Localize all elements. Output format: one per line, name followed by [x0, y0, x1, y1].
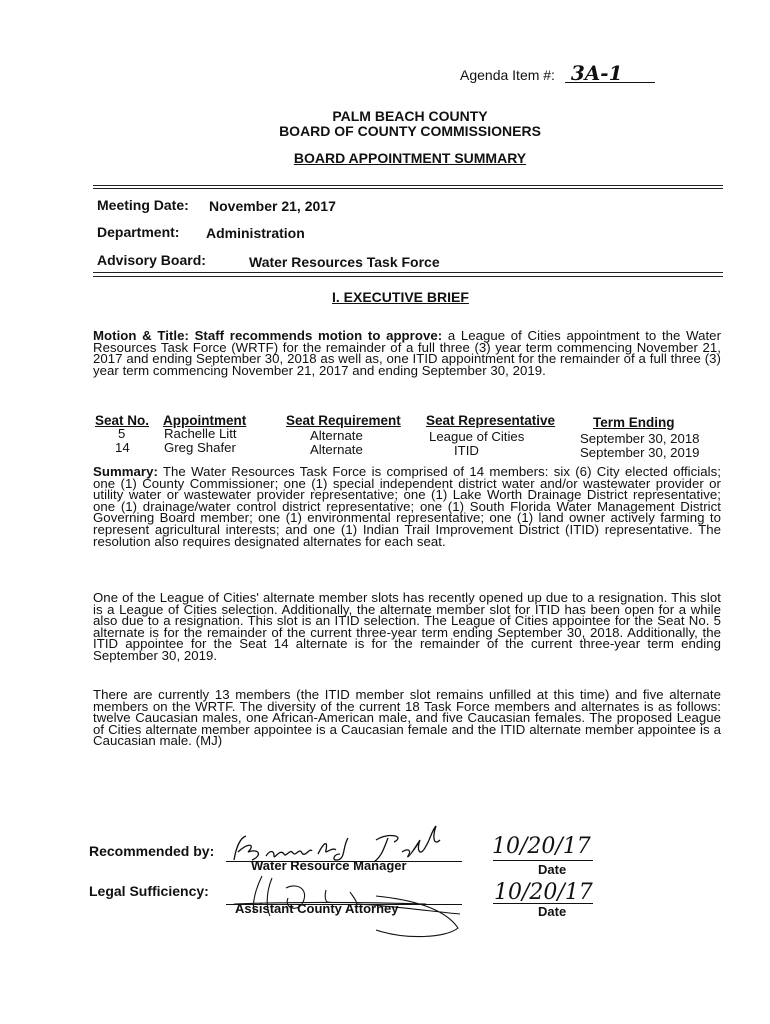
table-cell-seat-requirement: Alternate	[310, 428, 363, 443]
table-header-seat-no: Seat No.	[95, 413, 150, 428]
meeting-date-label: Meeting Date:	[97, 197, 189, 213]
table-header-seat-requirement: Seat Requirement	[286, 413, 401, 428]
department-value: Administration	[206, 225, 305, 241]
table-cell-appointment: Greg Shafer	[164, 440, 236, 455]
agenda-item-label: Agenda Item #:	[460, 67, 555, 83]
table-cell-seat-requirement: Alternate	[310, 442, 363, 457]
motion-text: a League of Cities appointment to the Water Resources Task Force (WRTF) for the remainder of a full three (3) year term commencing November 21, 2017 and ending September 30, 2018 as well as, one ITID appointment for the remainder of a full three (3) year term commencing November 21, 2017 and ending September 30, 2019.	[93, 328, 722, 378]
table-cell-seat-no: 5	[118, 426, 126, 441]
bottom-divider	[93, 272, 723, 273]
motion-paragraph	[93, 330, 721, 376]
legal-title: Assistant County Attorney	[235, 901, 399, 916]
bottom-divider-second	[93, 276, 723, 277]
table-cell-seat-representative: League of Cities	[429, 429, 525, 444]
table-header-seat-representative: Seat Representative	[426, 413, 556, 428]
table-cell-term-ending: September 30, 2018	[580, 431, 700, 446]
legal-date-caption: Date	[538, 904, 567, 919]
agenda-item-number: 3A-1	[565, 64, 655, 83]
summary-paragraph	[93, 466, 721, 547]
vacancy-paragraph: One of the League of Cities' alternate member slots has recently opened up due to a resignation. This slot is a League of Cities selection. Additionally, the alternate member slot for ITID has been open for a while also due to a resignation. This slot is an ITID selection. The League of Cities appointee for the Seat No. 5 alternate is for the remainder of the current three-year term ending September 30, 2018. Additionally, the ITID appointee for the Seat 14 alternate is for the remainder of the current three-year term ending September 30, 2019.	[93, 590, 721, 663]
board-name: BOARD OF COUNTY COMMISSIONERS	[279, 123, 541, 139]
top-divider-second	[93, 188, 723, 189]
agenda-item	[460, 61, 655, 85]
recommended-title: Water Resource Manager	[251, 858, 407, 873]
recommended-date-value: 10/20/17	[492, 834, 591, 859]
summary-label: Summary:	[93, 464, 158, 479]
advisory-board-label: Advisory Board:	[97, 252, 206, 268]
document-title: BOARD APPOINTMENT SUMMARY	[293, 150, 527, 166]
section-title: I. EXECUTIVE BRIEF	[332, 289, 469, 305]
summary-text: The Water Resources Task Force is comprised of 14 members: six (6) City elected officials; one (1) County Commissioner; one (1) special independent district water and/or wastewater provider or utility water or wastewater provider representative; one (1) Lake Worth Drainage District representative; one (1) drainage/water control district representative; one (1) South Florida Water Management District Governing Board member; one (1) environmental representative; one (1) land owner actively farming to represent agricultural interests; and one (1) Indian Trail Improvement District (ITID) representative. The resolution also requires designated alternates for each seat.	[93, 464, 721, 549]
table-cell-seat-representative: ITID	[454, 443, 479, 458]
motion-label: Motion & Title: Staff recommends motion to approve:	[93, 328, 443, 343]
table-cell-appointment: Rachelle Litt	[164, 426, 237, 441]
recommended-by-label: Recommended by:	[89, 843, 215, 859]
table-header-term-ending: Term Ending	[593, 415, 675, 430]
top-divider	[93, 185, 723, 186]
legal-date-value: 10/20/17	[494, 880, 593, 905]
table-cell-seat-no: 14	[115, 440, 130, 455]
table-header-appointment: Appointment	[163, 413, 247, 428]
recommended-date-caption: Date	[538, 862, 567, 877]
county-name: PALM BEACH COUNTY	[332, 108, 488, 124]
diversity-paragraph: There are currently 13 members (the ITID member slot remains unfilled at this time) and five alternate members on the WRTF. The diversity of the current 18 Task Force members and alternates is as follows: twelve Caucasian males, one African-American male, and five Caucasian females. The proposed League of Cities alternate member appointee is a Caucasian female and the ITID alternate member appointee is a Caucasian male. (MJ)	[93, 687, 721, 749]
meeting-date-value: November 21, 2017	[209, 198, 336, 214]
advisory-board-value: Water Resources Task Force	[249, 254, 440, 270]
table-cell-term-ending: September 30, 2019	[580, 445, 700, 460]
recommended-date-line	[493, 860, 593, 861]
department-label: Department:	[97, 224, 180, 240]
legal-sufficiency-label: Legal Sufficiency:	[89, 883, 209, 899]
